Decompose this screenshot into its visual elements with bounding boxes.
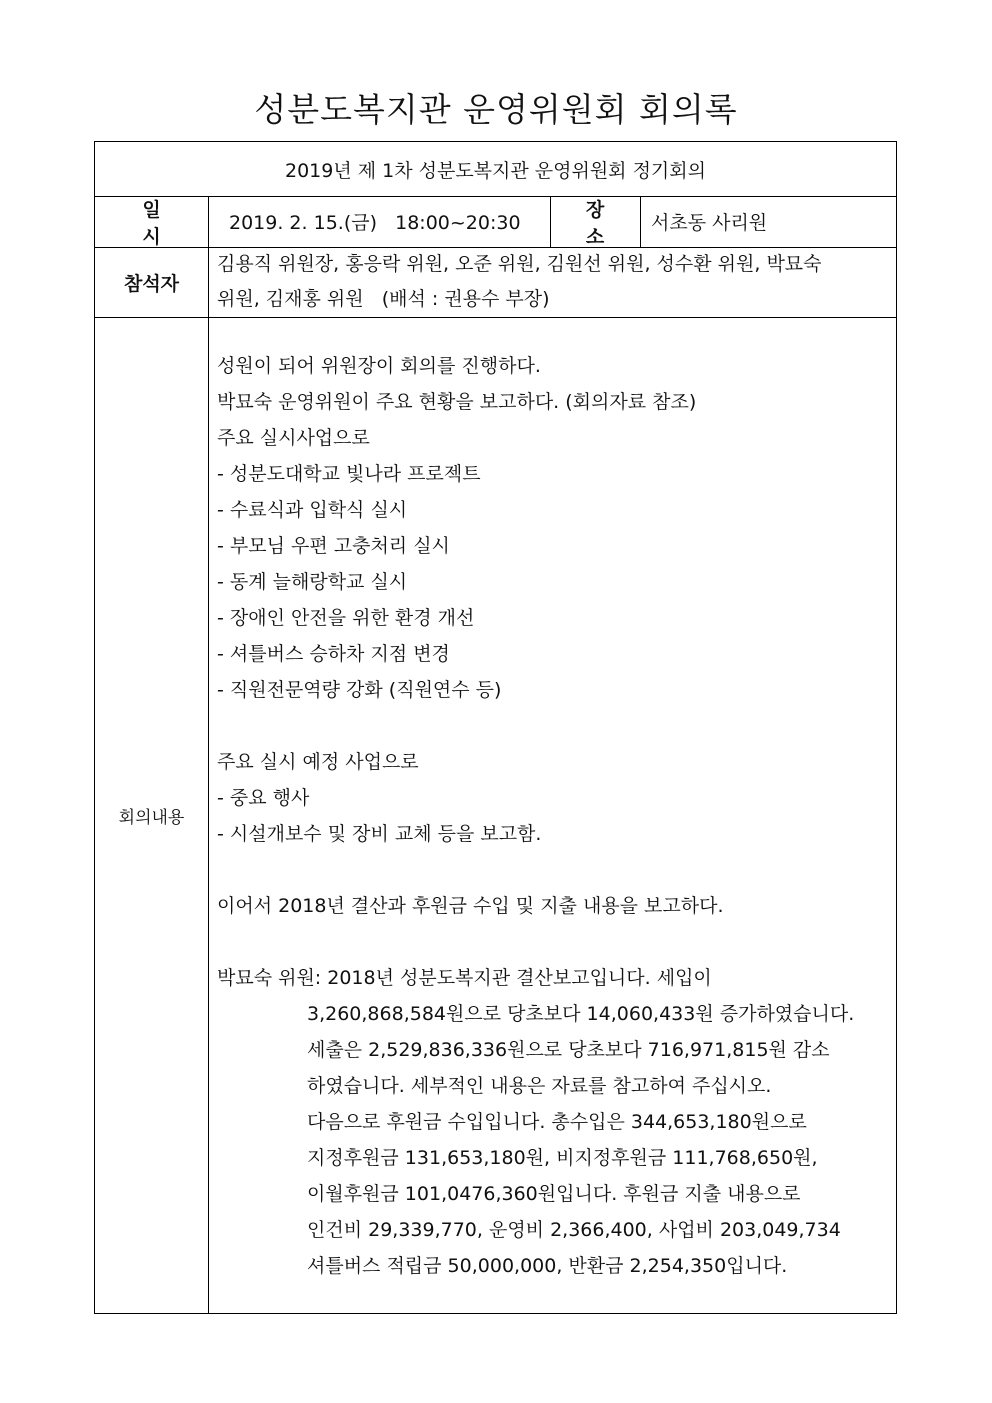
column-divider: [208, 196, 209, 1313]
content-line: 셔틀버스 적립금 50,000,000, 반환금 2,254,350입니다.: [307, 1255, 788, 1277]
content-line: - 셔틀버스 승하차 지점 변경: [217, 643, 450, 665]
content-line: 주요 실시 예정 사업으로: [217, 751, 419, 773]
meeting-content: [217, 348, 887, 1284]
content-line: 세출은 2,529,836,336원으로 당초보다 716,971,815원 감소: [307, 1039, 830, 1061]
attendees-line: 위원, 김재홍 위원 (배석 : 권용수 부장): [217, 288, 550, 310]
content-line: 지정후원금 131,653,180원, 비지정후원금 111,768,650원,: [307, 1147, 818, 1169]
content-line: 인건비 29,339,770, 운영비 2,366,400, 사업비 203,049,734: [307, 1219, 841, 1241]
content-line: 성원이 되어 위원장이 회의를 진행하다.: [217, 355, 541, 377]
content-line: 다음으로 후원금 수입입니다. 총수입은 344,653,180원으로: [307, 1111, 807, 1133]
content-label: 회의내용: [118, 807, 185, 828]
column-divider: [640, 196, 641, 247]
meeting-name: 2019년 제 1차 성분도복지관 운영위원회 정기회의: [284, 159, 706, 182]
content-line: - 시설개보수 및 장비 교체 등을 보고함.: [217, 823, 542, 845]
content-line: - 성분도대학교 빛나라 프로젝트: [217, 463, 481, 485]
attendees-list: [217, 247, 893, 317]
date-label: 일 시: [142, 198, 183, 248]
content-line: 3,260,868,584원으로 당초보다 14,060,433원 증가하였습니다.: [307, 1003, 855, 1025]
content-line: - 동계 늘해랑학교 실시: [217, 571, 408, 593]
place-value: 서초동 사리원: [651, 212, 768, 234]
content-line: 이월후원금 101,0476,360원입니다. 후원금 지출 내용으로: [307, 1183, 801, 1205]
content-line: 박묘숙 운영위원이 주요 현황을 보고하다. (회의자료 참조): [217, 391, 697, 413]
content-line: 하였습니다. 세부적인 내용은 자료를 참고하여 주십시오.: [307, 1075, 772, 1097]
attendees-label: 참석자: [123, 272, 180, 295]
content-line: [217, 852, 887, 888]
document-title: 성분도복지관 운영위원회 회의록: [254, 90, 738, 129]
content-line: [217, 924, 887, 960]
content-line: - 장애인 안전을 위한 환경 개선: [217, 607, 475, 629]
minutes-table: [94, 141, 897, 1314]
row-divider: [95, 317, 896, 318]
attendees-line: 김용직 위원장, 홍응락 위원, 오준 위원, 김원선 위원, 성수환 위원, 박묘숙: [217, 253, 822, 275]
content-line: 주요 실시사업으로: [217, 427, 370, 449]
content-line: - 부모님 우편 고충처리 실시: [217, 535, 450, 557]
content-line: - 직원전문역량 강화 (직원연수 등): [217, 679, 502, 701]
content-line: - 중요 행사: [217, 787, 310, 809]
date-value: 2019. 2. 15.(금) 18:00~20:30: [229, 212, 521, 234]
content-line: - 수료식과 입학식 실시: [217, 499, 408, 521]
content-line: [217, 708, 887, 744]
place-label: 장 소: [585, 198, 627, 248]
content-line: 박묘숙 위원: 2018년 성분도복지관 결산보고입니다. 세입이: [217, 967, 712, 989]
content-line: 이어서 2018년 결산과 후원금 수입 및 지출 내용을 보고하다.: [217, 895, 724, 917]
